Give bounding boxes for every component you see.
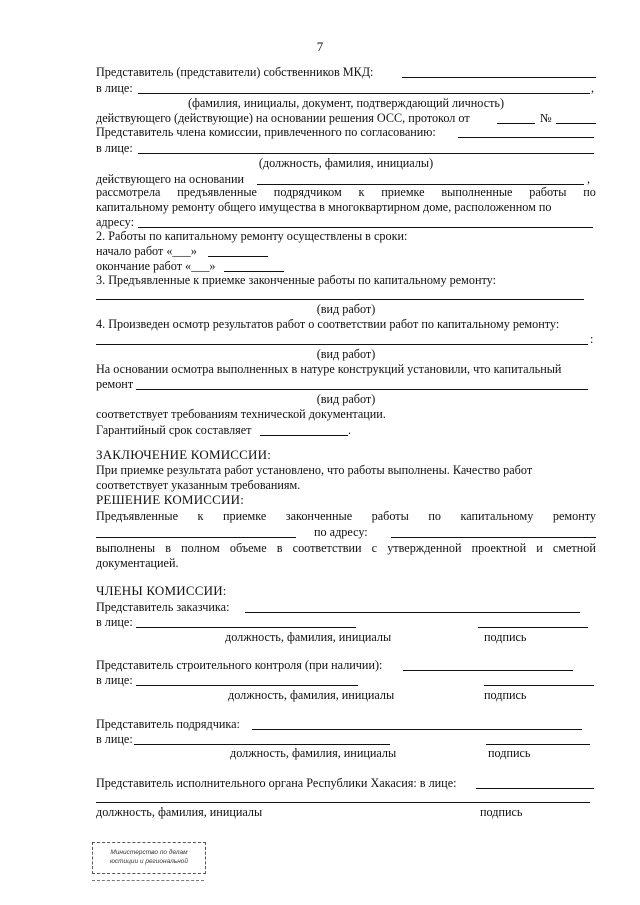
contractor-position-line[interactable] — [134, 744, 390, 745]
section4-caption: (вид работ) — [316, 347, 376, 361]
stamp-bottom-line — [92, 880, 204, 881]
word: объеме — [229, 541, 267, 555]
commission-acting-text: действующего на основании — [96, 172, 245, 186]
inspection-line-3: соответствует требованиям технической документации. — [96, 407, 386, 421]
decision-line-1 — [96, 509, 596, 523]
protocol-number-sign: № — [540, 111, 552, 125]
protocol-number-line[interactable] — [556, 123, 596, 124]
word: утвержденной — [387, 541, 462, 555]
word: подрядчиком — [273, 185, 342, 199]
commission-caption: (должность, фамилия, инициалы) — [258, 156, 434, 170]
word: законченные — [285, 509, 353, 523]
customer-rep-line[interactable] — [245, 612, 580, 613]
decision-address-label: по адресу: — [314, 525, 368, 539]
address-line[interactable] — [138, 227, 593, 228]
word: к — [197, 509, 204, 523]
word: соответствии — [292, 541, 362, 555]
word: по — [583, 185, 596, 199]
section4-line[interactable] — [96, 344, 588, 345]
conclusion-heading: ЗАКЛЮЧЕНИЕ КОМИССИИ: — [96, 447, 272, 462]
section4-colon: : — [590, 332, 594, 346]
start-date-label: начало работ «___» — [96, 244, 197, 258]
conclusion-line-1: При приемке результата работ установлено, что работы выполнены. Качество работ — [96, 463, 533, 477]
decision-heading: РЕШЕНИЕ КОМИССИИ: — [96, 492, 245, 507]
executive-position-line[interactable] — [96, 802, 590, 803]
owners-in-person-label: в лице: — [96, 81, 133, 95]
word: проектной — [471, 541, 527, 555]
customer-position-caption: должность, фамилия, инициалы — [225, 630, 392, 644]
contractor-position-caption: должность, фамилия, инициалы — [230, 746, 397, 760]
inspection-caption: (вид работ) — [316, 392, 376, 406]
commission-comma: , — [587, 172, 591, 186]
commission-in-person-label: в лице: — [96, 141, 133, 155]
decision-line-3 — [96, 541, 596, 555]
word: капитальному — [460, 509, 534, 523]
warranty-label: Гарантийный срок составляет — [96, 423, 252, 437]
word: к — [358, 185, 365, 199]
stamp-line-1: Министерство по делам — [110, 849, 188, 856]
construction-control-label: Представитель строительного контроля (при наличии): — [96, 658, 383, 672]
owners-rep-line[interactable] — [402, 77, 596, 78]
page-number: 7 — [316, 39, 324, 54]
reviewed-line-3: адресу: — [96, 215, 134, 229]
word: рассмотрела — [96, 185, 161, 199]
end-date-line[interactable] — [224, 271, 284, 272]
inspection-repair-label: ремонт — [96, 377, 134, 391]
stamp-line-2: юстиции и региональной — [109, 858, 189, 865]
conclusion-line-2: соответствует указанным требованиям. — [96, 478, 301, 492]
construction-control-signature-caption: подпись — [484, 688, 527, 702]
registration-stamp — [92, 842, 206, 874]
reviewed-line-1 — [96, 185, 596, 199]
executive-signature-caption: подпись — [480, 805, 523, 819]
word: сметной — [552, 541, 596, 555]
start-date-line[interactable] — [208, 256, 268, 257]
executive-rep-label: Представитель исполнительного органа Республики Хакасия: в лице: — [96, 776, 457, 790]
word: приемке — [222, 509, 267, 523]
contractor-rep-line[interactable] — [252, 729, 582, 730]
reviewed-line-2: капитальному ремонту общего имущества в многоквартирном доме, расположенном по — [96, 200, 552, 214]
customer-position-line[interactable] — [136, 627, 356, 628]
owners-caption: (фамилия, инициалы, документ, подтверждающий личность) — [187, 96, 505, 110]
section3-title: 3. Предъявленные к приемке законченные работы по капитальному ремонту: — [96, 273, 496, 287]
construction-control-position-line[interactable] — [136, 685, 358, 686]
members-heading: ЧЛЕНЫ КОМИССИИ: — [96, 583, 227, 598]
section2-title: 2. Работы по капитальному ремонту осуществлены в сроки: — [96, 229, 408, 243]
end-date-label: окончание работ «___» — [96, 259, 216, 273]
construction-control-position-caption: должность, фамилия, инициалы — [228, 688, 395, 702]
word: выполнены — [96, 541, 156, 555]
word: ремонту — [552, 509, 596, 523]
word: полном — [181, 541, 220, 555]
contractor-signature-caption: подпись — [488, 746, 531, 760]
customer-rep-label: Представитель заказчика: — [96, 600, 230, 614]
word: работы — [371, 509, 409, 523]
word: работы — [529, 185, 567, 199]
construction-control-in-person-label: в лице: — [96, 673, 133, 687]
owners-comma: , — [591, 81, 595, 95]
construction-control-line[interactable] — [403, 670, 573, 671]
owners-in-person-line[interactable] — [138, 93, 590, 94]
commission-rep-line[interactable] — [458, 137, 594, 138]
section4-title: 4. Произведен осмотр результатов работ о соответствии работ по капитальному ремонту: — [96, 317, 560, 331]
inspection-repair-line[interactable] — [136, 389, 588, 390]
word: предъявленные — [177, 185, 257, 199]
customer-signature-caption: подпись — [484, 630, 527, 644]
commission-rep-label: Представитель члена комиссии, привлеченного по согласованию: — [96, 125, 436, 139]
inspection-line-1: На основании осмотра выполненных в натуре конструкций установили, что капитальный — [96, 362, 562, 376]
word: Предъявленные — [96, 509, 178, 523]
executive-rep-line[interactable] — [476, 788, 594, 789]
protocol-date-line[interactable] — [497, 123, 535, 124]
owners-rep-label: Представитель (представители) собственников МКД: — [96, 65, 374, 79]
owners-acting-text: действующего (действующие) на основании решения ОСС, протокол от — [96, 111, 470, 125]
word: в — [165, 541, 171, 555]
construction-control-signature-line[interactable] — [484, 685, 594, 686]
contractor-in-person-label: в лице: — [96, 732, 133, 746]
decision-line-4: документацией. — [96, 556, 179, 570]
section3-line[interactable] — [96, 299, 584, 300]
decision-work-line[interactable] — [96, 537, 296, 538]
word: приемке — [381, 185, 425, 199]
word: выполненные — [441, 185, 513, 199]
word: в — [276, 541, 283, 555]
word: и — [536, 541, 543, 555]
commission-in-person-line[interactable] — [138, 153, 594, 154]
warranty-period: . — [348, 423, 352, 437]
decision-address-line[interactable] — [391, 537, 596, 538]
contractor-rep-label: Представитель подрядчика: — [96, 717, 240, 731]
section3-caption: (вид работ) — [316, 302, 376, 316]
customer-in-person-label: в лице: — [96, 615, 133, 629]
executive-position-caption: должность, фамилия, инициалы — [96, 805, 263, 819]
word: по — [428, 509, 441, 523]
word: с — [371, 541, 378, 555]
warranty-line[interactable] — [260, 435, 348, 436]
customer-signature-line[interactable] — [478, 627, 588, 628]
contractor-signature-line[interactable] — [486, 744, 590, 745]
